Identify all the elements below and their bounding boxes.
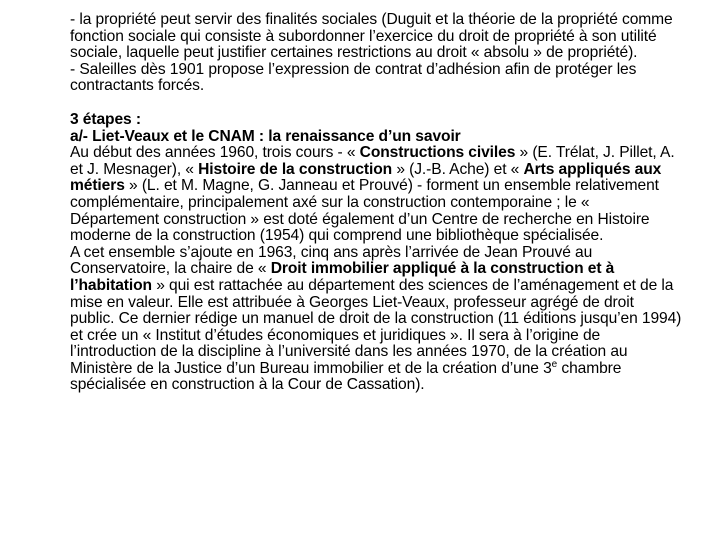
text-run: A cet ensemble s’ajoute en 1963, cinq ans après l’arrivée de Jean Prouvé au Conservatoire, la chaire de «: [70, 243, 593, 278]
steps-title: 3 étapes :: [70, 110, 141, 128]
ordinal-superscript: e: [551, 358, 558, 370]
section-subtitle: a/- Liet-Veaux et le CNAM : la renaissance d’un savoir: [70, 127, 461, 145]
paragraph-gap: [70, 95, 682, 112]
paragraph-chaire: [70, 245, 682, 394]
paragraph-courses: [70, 145, 682, 245]
course-constructions-civiles: Constructions civiles: [359, 144, 516, 162]
text-run: » qui est rattachée au département des sciences de l’aménagement et de la mise en valeur. Elle est attribuée à Georges Liet-Veaux, professeur agrégé de droit public. Ce dernier rédige un manuel de droit de la construction (11 éditions jusqu’en 1994) et crée un « Institut d’études économiques et juridiques ». Il sera à l’origine de l’introduction de la discipline à l’université dans les années 1970, de la création au Ministère de la Justice d’un Bureau immobilier et de la création d’une 3: [70, 276, 682, 377]
text-run: Au début des années 1960, trois cours - «: [70, 144, 360, 162]
chaire-droit-immobilier: Droit immobilier appliqué à la construction et à l’habitation: [70, 260, 615, 294]
text-run: » (J.-B. Ache) et «: [392, 160, 524, 178]
course-histoire-construction: Histoire de la construction: [198, 160, 393, 178]
text-run: » (E. Trélat, J. Pillet, A. et J. Mesnager), «: [70, 144, 675, 178]
text-run: chambre spécialisée en construction à la Cour de Cassation).: [70, 359, 622, 394]
document-page: [70, 12, 682, 394]
text-run: » (L. et M. Magne, G. Janneau et Prouvé) - forment un ensemble relativement complémentaire, principalement axé sur la construction contemporaine ; le « Département construction » est doté également d’un Centre de recherche en Histoire moderne de la construction (1954) qui comprend une bibliothèque spécialisée.: [70, 177, 659, 245]
course-arts-appliques: Arts appliqués aux métiers: [70, 160, 662, 195]
intro-paragraph-saleilles: - Saleilles dès 1901 propose l’expression de contrat d’adhésion afin de protéger les contractants forcés.: [70, 60, 637, 95]
intro-paragraph-social-function: - la propriété peut servir des finalités sociales (Duguit et la théorie de la propriété comme fonction sociale qui consiste à subordonner l’exercice du droit de propriété à son utilité sociale, laquelle peut justifier certaines restrictions au droit « absolu » de propriété).: [70, 11, 673, 62]
